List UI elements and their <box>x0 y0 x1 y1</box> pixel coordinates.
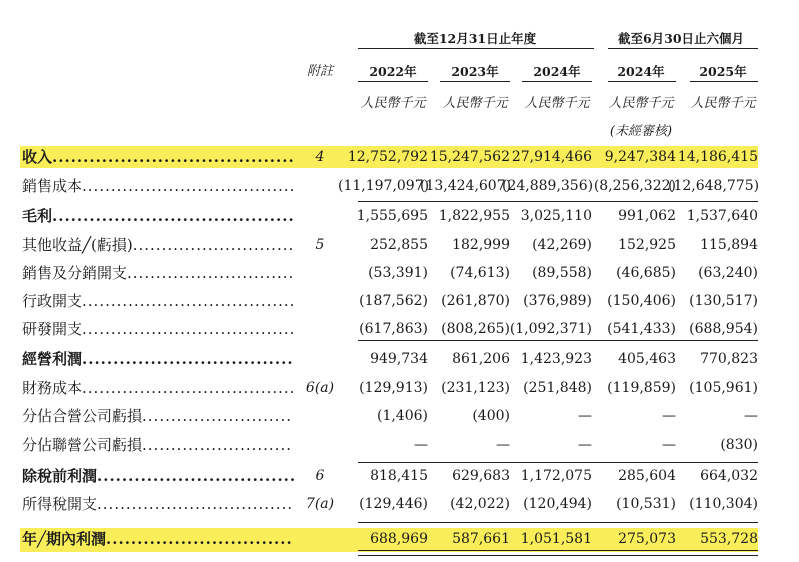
row-value: 1,555,695 <box>356 208 428 224</box>
row-label-text: 分佔聯營公司虧損 <box>22 436 143 454</box>
row-value: (231,123) <box>441 380 510 396</box>
year-header: 2023年 <box>451 64 499 79</box>
row-note: 6 <box>315 468 325 484</box>
unit-label: 人民幣千元 <box>608 96 674 111</box>
row-value: (105,961) <box>689 380 758 396</box>
row-value: 1,423,923 <box>520 351 592 367</box>
subtotal-rule <box>358 340 758 341</box>
row-value: (830) <box>720 437 758 453</box>
row-value: — <box>662 437 676 453</box>
row-value: 152,925 <box>618 237 676 253</box>
leader-dots: ..................................... <box>82 177 296 195</box>
leader-dots: ....................................... <box>52 148 295 166</box>
row-value: 12,752,792 <box>347 149 428 165</box>
row-value: — <box>414 437 428 453</box>
row-value: (129,446) <box>359 496 428 512</box>
row-label-text: 銷售及分銷開支 <box>22 264 128 282</box>
row-label-text: 收入 <box>22 148 53 166</box>
row-value: — <box>578 408 592 424</box>
leader-dots: ............................. <box>127 264 295 282</box>
row-label <box>22 467 296 485</box>
row-label-text: 分佔合營公司虧損 <box>22 407 143 425</box>
row-label-text: 除稅前利潤 <box>22 467 98 485</box>
row-value: (376,989) <box>523 293 592 309</box>
row-label-text: 財務成本 <box>22 379 83 397</box>
leader-dots: .................................. <box>97 495 294 513</box>
row-value: (251,848) <box>523 380 592 396</box>
year-header: 2025年 <box>699 64 747 79</box>
row-value: 1,537,640 <box>686 208 758 224</box>
year-header: 2024年 <box>533 64 581 79</box>
leader-dots: ..................................... <box>82 320 296 338</box>
year-rule <box>690 81 758 82</box>
row-value: 182,999 <box>452 237 510 253</box>
year-rule <box>440 81 510 82</box>
row-label-text: 年╱期內利潤 <box>22 530 107 548</box>
row-value: (1,406) <box>376 408 428 424</box>
year-rule <box>522 81 592 82</box>
row-value: (261,870) <box>441 293 510 309</box>
row-note: 7(a) <box>305 496 335 512</box>
row-label-text: 其他收益╱(虧損) <box>22 236 133 254</box>
row-value: (53,391) <box>368 265 428 281</box>
row-note: 6(a) <box>305 380 335 396</box>
row-label <box>22 436 292 454</box>
row-value: 3,025,110 <box>520 208 592 224</box>
row-label-text: 毛利 <box>22 207 53 225</box>
row-value: 861,206 <box>452 351 510 367</box>
unit-label: 人民幣千元 <box>690 96 756 111</box>
row-value: (12,648,775) <box>668 178 760 194</box>
row-value: (808,265) <box>441 321 510 337</box>
row-label <box>22 320 295 338</box>
row-value: 27,914,466 <box>511 149 592 165</box>
row-value: (110,304) <box>689 496 758 512</box>
row-value: 9,247,384 <box>604 149 676 165</box>
leader-dots: ..................................... <box>82 379 296 397</box>
row-value: (11,197,097) <box>338 178 430 194</box>
row-value: (400) <box>472 408 510 424</box>
leader-dots: ............................ <box>132 236 295 254</box>
leader-dots: .......................... <box>142 407 292 425</box>
row-value: 818,415 <box>370 468 428 484</box>
leader-dots: .................................. <box>82 350 294 368</box>
year-header: 2022年 <box>369 64 417 79</box>
row-value: — <box>662 408 676 424</box>
row-value: (617,863) <box>359 321 428 337</box>
row-value: (46,685) <box>616 265 676 281</box>
row-value: (42,269) <box>532 237 592 253</box>
row-value: (10,531) <box>616 496 676 512</box>
row-label <box>22 264 294 282</box>
row-value: 115,894 <box>700 237 758 253</box>
total-double-rule <box>358 550 758 556</box>
row-value: (89,558) <box>532 265 592 281</box>
year-header: 2024年 <box>617 64 665 79</box>
row-value: (8,256,322) <box>593 178 676 194</box>
row-value: (187,562) <box>359 293 428 309</box>
row-value: 991,062 <box>618 208 676 224</box>
subtotal-rule <box>358 201 758 202</box>
row-value: (13,424,607) <box>420 178 512 194</box>
row-value: 553,728 <box>700 531 758 547</box>
row-label <box>22 177 295 195</box>
leader-dots: .............................. <box>106 530 293 548</box>
row-label-text: 研發開支 <box>22 320 83 338</box>
row-value: 949,734 <box>370 351 428 367</box>
row-label <box>22 207 295 225</box>
row-value: 252,855 <box>370 237 428 253</box>
row-value: 275,073 <box>618 531 676 547</box>
row-value: 285,604 <box>618 468 676 484</box>
unit-label: 人民幣千元 <box>524 96 590 111</box>
row-value: 770,823 <box>700 351 758 367</box>
row-value: 1,172,075 <box>520 468 592 484</box>
row-value: 14,186,415 <box>677 149 758 165</box>
unit-label: 人民幣千元 <box>442 96 508 111</box>
header-group-annual: 截至12月31日止年度 <box>413 31 537 46</box>
row-label <box>22 292 295 310</box>
row-label <box>22 148 295 166</box>
row-label <box>22 236 294 254</box>
row-value: 688,969 <box>370 531 428 547</box>
unaudited-label: (未經審核) <box>609 124 673 139</box>
row-value: (42,022) <box>450 496 510 512</box>
row-value: (129,913) <box>359 380 428 396</box>
row-value: — <box>744 408 758 424</box>
row-value: (24,889,356) <box>502 178 594 194</box>
row-value: 664,032 <box>700 468 758 484</box>
row-value: (688,954) <box>689 321 758 337</box>
row-value: (150,406) <box>607 293 676 309</box>
row-label <box>22 407 292 425</box>
subtotal-rule <box>358 462 758 463</box>
row-label <box>22 495 293 513</box>
row-label-text: 行政開支 <box>22 292 83 310</box>
header-note-label: 附註 <box>306 64 333 79</box>
row-value: (74,613) <box>450 265 510 281</box>
header-group-half: 截至6月30日止六個月 <box>617 31 745 46</box>
leader-dots: .......................... <box>142 436 292 454</box>
row-value: (120,494) <box>523 496 592 512</box>
row-label <box>22 379 295 397</box>
row-value: (1,092,371) <box>509 321 592 337</box>
leader-dots: ....................................... <box>52 207 295 225</box>
row-value: (63,240) <box>698 265 758 281</box>
row-value: (119,859) <box>607 380 676 396</box>
row-note: 5 <box>315 237 325 253</box>
row-value: 629,683 <box>452 468 510 484</box>
year-rule <box>608 81 676 82</box>
row-value: (130,517) <box>689 293 758 309</box>
row-label-text: 銷售成本 <box>22 177 83 195</box>
row-value: — <box>578 437 592 453</box>
subtotal-rule <box>358 522 758 523</box>
row-value: 587,661 <box>452 531 510 547</box>
row-value: (541,433) <box>607 321 676 337</box>
year-rule <box>358 81 428 82</box>
row-value: 1,051,581 <box>520 531 592 547</box>
leader-dots: ................................ <box>97 467 297 485</box>
row-note: 4 <box>315 149 325 165</box>
leader-dots: ..................................... <box>82 292 296 310</box>
row-value: 405,463 <box>618 351 676 367</box>
row-value: 15,247,562 <box>429 149 510 165</box>
row-label-text: 經營利潤 <box>22 350 83 368</box>
row-value: 1,822,955 <box>438 208 510 224</box>
row-label <box>22 530 293 548</box>
header-rule-annual <box>358 48 594 49</box>
row-label <box>22 350 294 368</box>
row-label-text: 所得稅開支 <box>22 495 98 513</box>
header-rule-half <box>608 48 758 49</box>
unit-label: 人民幣千元 <box>360 96 426 111</box>
row-value: — <box>496 437 510 453</box>
